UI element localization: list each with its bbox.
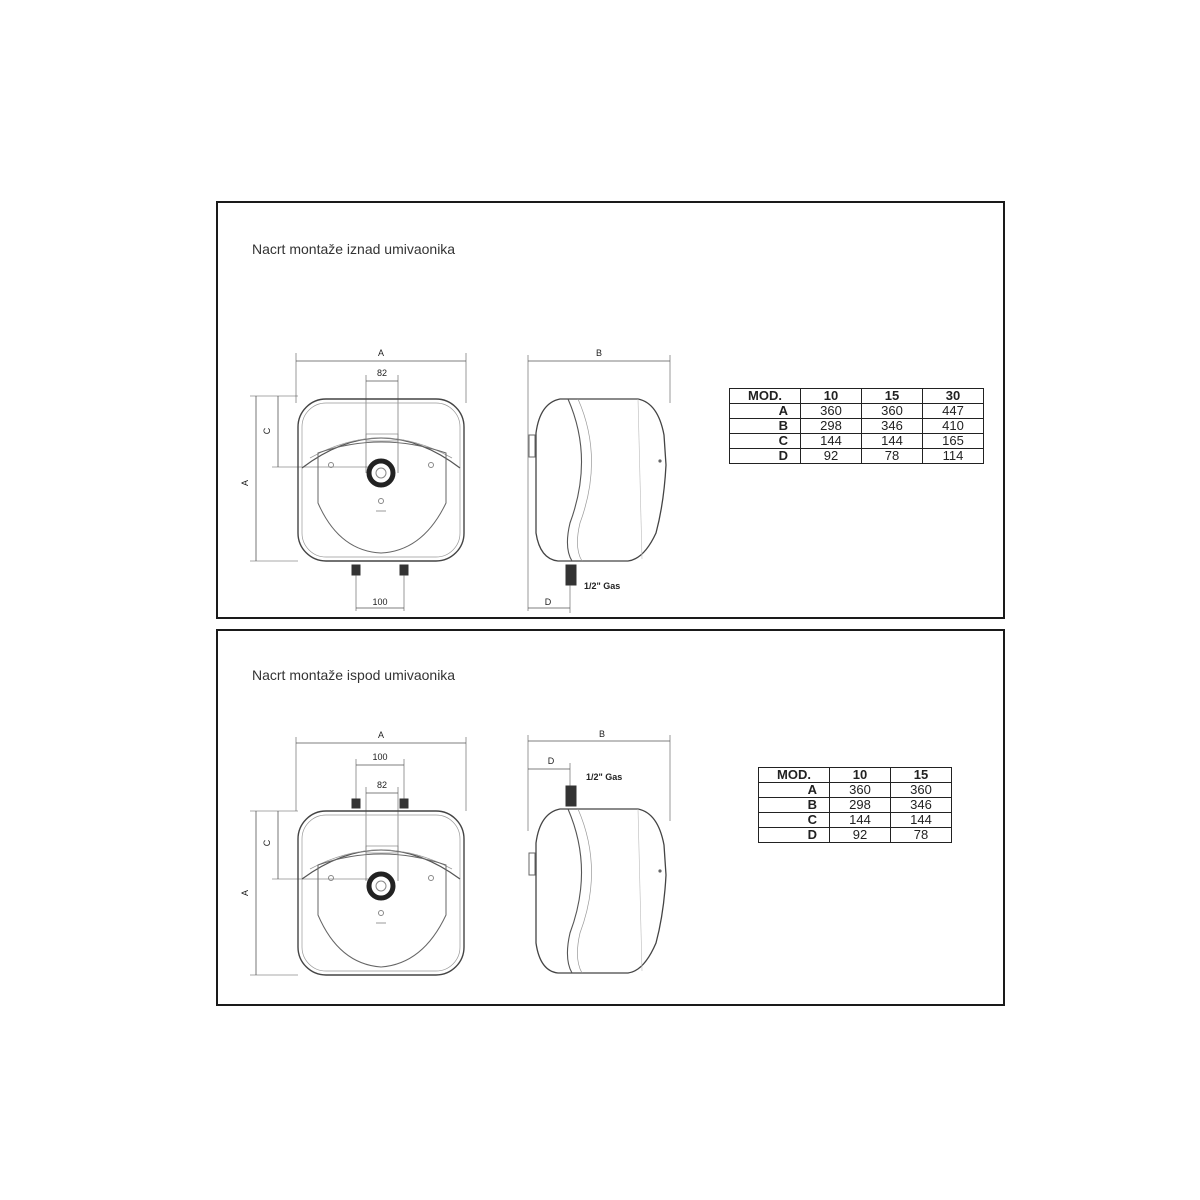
- table-cell: B: [759, 798, 830, 813]
- dimensions-table: [758, 767, 952, 843]
- table-cell: 360: [891, 783, 952, 798]
- table-row: [730, 404, 984, 419]
- table-cell: C: [730, 434, 801, 449]
- table-header-cell: 15: [891, 768, 952, 783]
- table-cell: 78: [891, 828, 952, 843]
- table-cell: 447: [923, 404, 984, 419]
- table-header-cell: 30: [923, 389, 984, 404]
- table-cell: 144: [891, 813, 952, 828]
- dim-label-partial-height: C: [262, 839, 272, 847]
- table-cell: D: [759, 828, 830, 843]
- table-cell: 92: [801, 449, 862, 464]
- table-header-row: [759, 768, 952, 783]
- panel-title: Nacrt montaže iznad umivaonika: [252, 241, 456, 257]
- table-cell: 78: [862, 449, 923, 464]
- table-cell: 144: [801, 434, 862, 449]
- dimensions-table: [729, 388, 984, 464]
- front-view: [250, 737, 466, 975]
- panel-above-sink: [216, 201, 1005, 619]
- table-row: [730, 434, 984, 449]
- dim-label-height: A: [240, 889, 250, 897]
- panel-title: Nacrt montaže ispod umivaonika: [252, 667, 456, 683]
- table-row: [730, 449, 984, 464]
- table-cell: 114: [923, 449, 984, 464]
- dim-label-depth: B: [598, 729, 606, 739]
- table-header-cell: MOD.: [759, 768, 830, 783]
- dim-label-partial-height: C: [262, 427, 272, 435]
- table-cell: 298: [801, 419, 862, 434]
- table-cell: 360: [862, 404, 923, 419]
- dim-label-pipe-spacing: 82: [376, 780, 388, 790]
- dim-label-depth: B: [595, 348, 603, 358]
- panel-below-sink: [216, 629, 1005, 1006]
- table-cell: 346: [891, 798, 952, 813]
- table-cell: 346: [862, 419, 923, 434]
- dim-label-height: A: [240, 479, 250, 487]
- table-cell: 92: [830, 828, 891, 843]
- table-cell: 165: [923, 434, 984, 449]
- table-row: [730, 419, 984, 434]
- table-cell: 298: [830, 798, 891, 813]
- table-cell: 360: [830, 783, 891, 798]
- table-cell: 360: [801, 404, 862, 419]
- table-cell: A: [730, 404, 801, 419]
- table-row: [759, 783, 952, 798]
- table-header-cell: 10: [830, 768, 891, 783]
- dim-label-width: A: [377, 730, 385, 740]
- table-row: [759, 828, 952, 843]
- dim-label-width: A: [377, 348, 385, 358]
- table-cell: B: [730, 419, 801, 434]
- table-header-cell: 10: [801, 389, 862, 404]
- side-view: [528, 735, 670, 973]
- connection-label: 1/2" Gas: [584, 581, 621, 591]
- front-view: [250, 353, 466, 611]
- table-cell: C: [759, 813, 830, 828]
- connection-label: 1/2" Gas: [586, 772, 623, 782]
- dim-label-offset: D: [544, 597, 552, 607]
- dim-label-offset: D: [547, 756, 555, 766]
- table-row: [759, 798, 952, 813]
- dim-label-outer-spacing: 100: [372, 752, 388, 762]
- table-header-cell: 15: [862, 389, 923, 404]
- table-header-cell: MOD.: [730, 389, 801, 404]
- table-cell: 410: [923, 419, 984, 434]
- side-view: [528, 355, 670, 613]
- table-row: [759, 813, 952, 828]
- table-cell: D: [730, 449, 801, 464]
- table-cell: 144: [862, 434, 923, 449]
- table-cell: 144: [830, 813, 891, 828]
- table-cell: A: [759, 783, 830, 798]
- dim-label-pipe-spacing: 82: [376, 368, 388, 378]
- table-header-row: [730, 389, 984, 404]
- dim-label-bottom-spacing: 100: [372, 597, 388, 607]
